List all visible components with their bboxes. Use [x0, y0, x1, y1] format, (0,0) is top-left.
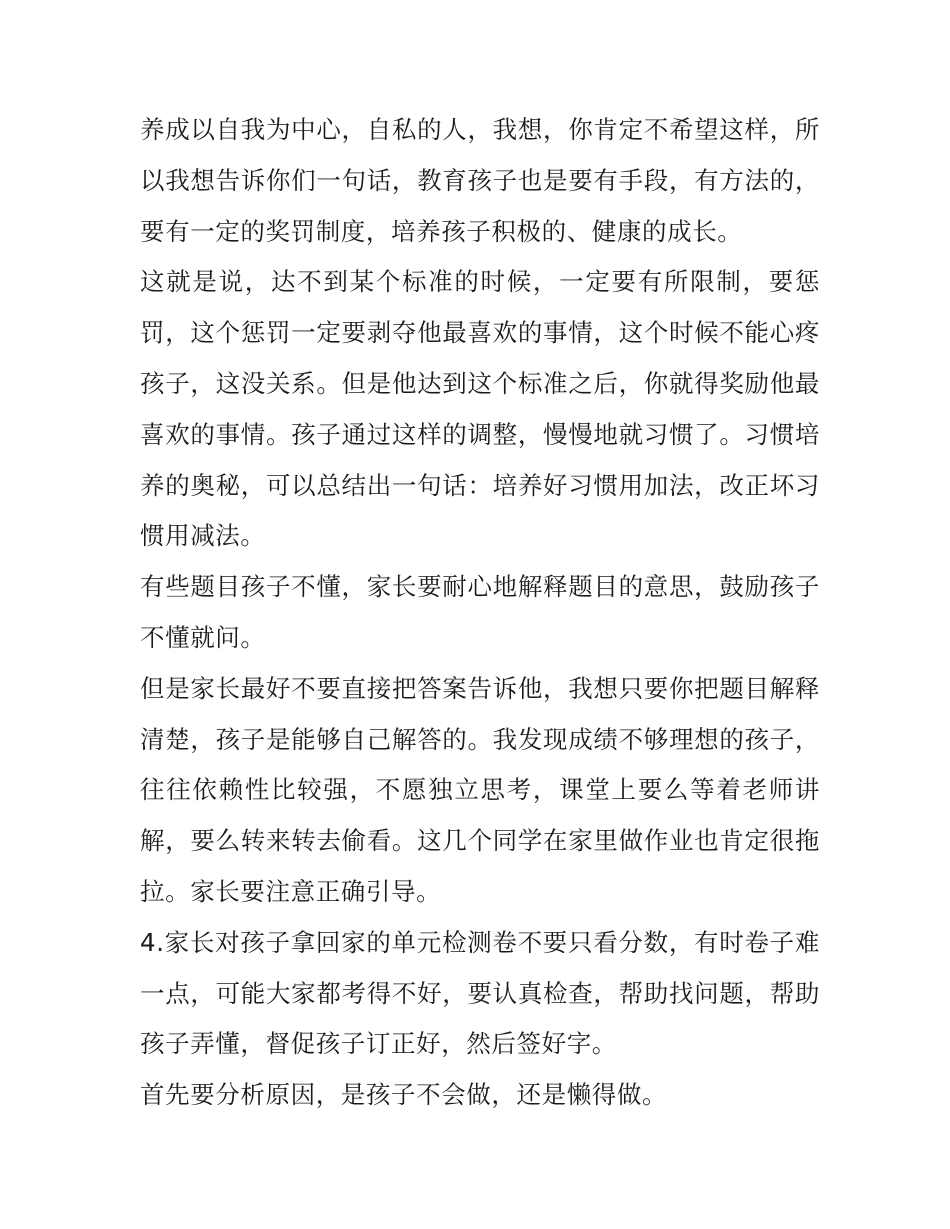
paragraph-5: 4.家长对孩子拿回家的单元检测卷不要只看分数，有时卷子难一点，可能大家都考得不好，要认真检查，帮助找问题，帮助孩子弄懂，督促孩子订正好，然后签好字。 — [140, 927, 820, 1059]
document-body — [140, 105, 820, 1121]
paragraph-2: 这就是说，达不到某个标准的时候，一定要有所限制，要惩罚，这个惩罚一定要剥夺他最喜欢的事情，这个时候不能心疼孩子，这没关系。但是他达到这个标准之后，你就得奖励他最喜欢的事情。孩子通过这样的调整，慢慢地就习惯了。习惯培养的奥秘，可以总结出一句话：培养好习惯用加法，改正坏习惯用减法。 — [140, 267, 820, 551]
paragraph-1: 养成以自我为中心，自私的人，我想，你肯定不希望这样，所以我想告诉你们一句话，教育孩子也是要有手段，有方法的，要有一定的奖罚制度，培养孩子积极的、健康的成长。 — [140, 115, 820, 246]
paragraph-6: 首先要分析原因，是孩子不会做，还是懒得做。 — [140, 1080, 668, 1110]
paragraph-4: 但是家长最好不要直接把答案告诉他，我想只要你把题目解释清楚，孩子是能够自己解答的。我发现成绩不够理想的孩子，往往依赖性比较强，不愿独立思考，课堂上要么等着老师讲解，要么转来转去偷看。这几个同学在家里做作业也肯定很拖拉。家长要注意正确引导。 — [140, 673, 820, 906]
paragraph-3: 有些题目孩子不懂，家长要耐心地解释题目的意思，鼓励孩子不懂就问。 — [140, 572, 820, 652]
